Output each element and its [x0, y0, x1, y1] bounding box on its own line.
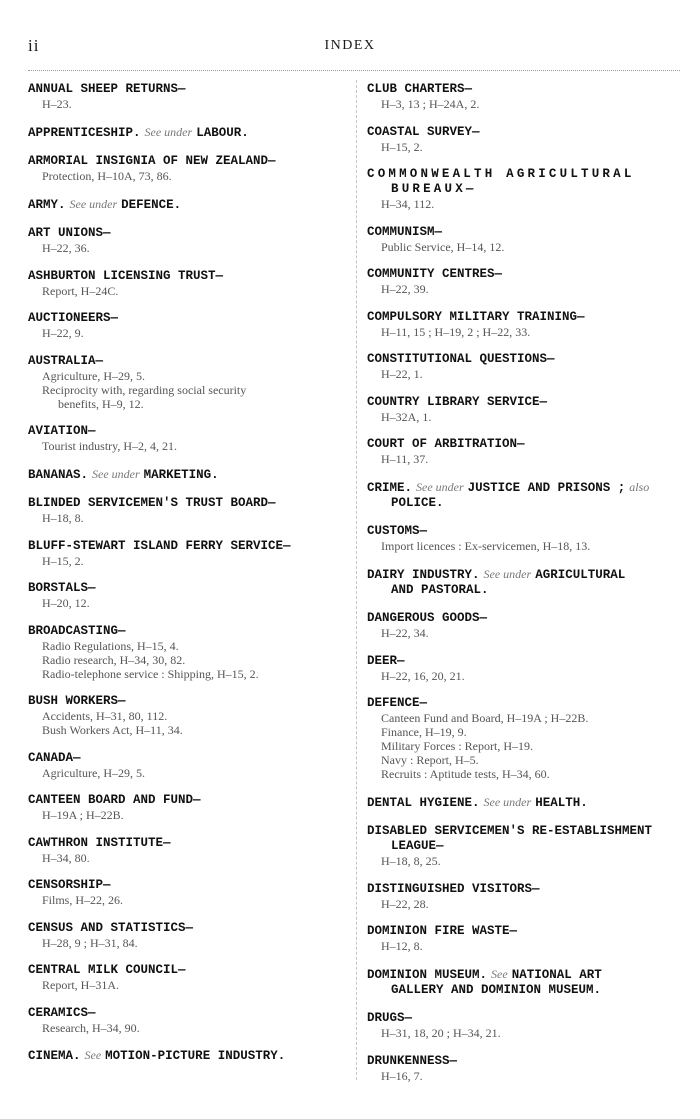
- entry-heading: [28, 354, 348, 369]
- heading-text: DENTAL HYGIENE.: [367, 795, 480, 810]
- see-reference-label: See under: [483, 566, 532, 581]
- entry-heading: [367, 1011, 681, 1026]
- index-entry: [28, 467, 348, 483]
- page-number: ii: [28, 36, 40, 55]
- index-entry: [367, 567, 681, 598]
- heading-text: BANANAS.: [28, 467, 89, 482]
- index-entry: [28, 424, 348, 453]
- see-reference-label: See under: [416, 479, 464, 494]
- index-entry: [367, 795, 681, 811]
- index-entry: [28, 269, 348, 298]
- entry-heading: [28, 793, 348, 808]
- entry-subheading: H–18, 8.: [42, 511, 84, 525]
- entry-heading: [367, 882, 681, 897]
- index-column-left: [28, 82, 348, 1078]
- entry-subheading: Research, H–34, 90.: [42, 1020, 140, 1035]
- heading-text: AVIATION—: [28, 424, 96, 438]
- entry-subheading: H–20, 12.: [42, 596, 90, 610]
- heading-text: DANGEROUS GOODS—: [367, 611, 488, 625]
- see-reference-label: See under: [144, 124, 193, 139]
- heading-continuation: AND PASTORAL.: [391, 582, 489, 597]
- entry-subheading: Canteen Fund and Board, H–19A ; H–22B.: [381, 711, 589, 725]
- index-entry: [28, 496, 348, 525]
- cross-reference: MARKETING.: [143, 467, 219, 482]
- heading-text: DRUNKENNESS—: [367, 1053, 458, 1068]
- heading-text: CANTEEN BOARD AND FUND—: [28, 793, 201, 807]
- index-entry: [28, 1006, 348, 1035]
- entry-subheading: Report, H–31A.: [42, 978, 119, 992]
- index-entry: [28, 226, 348, 255]
- heading-text: ARMORIAL INSIGNIA OF NEW ZEALAND—: [28, 154, 276, 168]
- index-entry: [367, 480, 681, 511]
- entry-heading: [367, 1054, 681, 1069]
- heading-text: ARMY.: [28, 197, 66, 212]
- heading-text: BUSH WORKERS—: [28, 694, 126, 708]
- heading-text: CINEMA.: [28, 1049, 81, 1063]
- heading-text: BORSTALS—: [28, 581, 96, 595]
- entry-subheading: H–22, 28.: [381, 896, 429, 911]
- index-entry: [367, 967, 681, 998]
- index-column-right: [367, 82, 681, 1096]
- see-also-label: also: [629, 479, 650, 494]
- cross-reference: LABOUR.: [196, 125, 249, 140]
- index-entry: [367, 611, 681, 640]
- entry-subheading: Agriculture, H–29, 5.: [42, 368, 145, 383]
- heading-text: DISABLED SERVICEMEN'S RE-ESTABLISHMENT: [367, 824, 653, 838]
- entry-heading: [367, 967, 681, 998]
- heading-text: CENSORSHIP—: [28, 878, 111, 892]
- entry-subheading: Import licences : Ex-servicemen, H–18, 13.: [381, 539, 591, 553]
- index-entry: [28, 311, 348, 340]
- entry-subheading: Public Service, H–14, 12.: [381, 239, 505, 254]
- heading-text: CLUB CHARTERS—: [367, 82, 473, 96]
- heading-text: AUSTRALIA—: [28, 353, 104, 368]
- entry-subheading: H–34, 80.: [42, 850, 90, 865]
- see-reference-label: See under: [483, 794, 532, 809]
- cross-reference: NATIONAL ART: [511, 967, 602, 982]
- entry-subheading: Report, H–24C.: [42, 283, 119, 298]
- index-entry: [28, 921, 348, 950]
- entry-subheading: H–31, 18, 20 ; H–34, 21.: [381, 1026, 501, 1040]
- index-entry: [28, 197, 348, 213]
- heading-text: COMMONWEALTH AGRICULTURAL: [367, 167, 635, 181]
- index-entry: [367, 82, 681, 111]
- entry-heading: [367, 125, 681, 140]
- entry-heading: [28, 1006, 348, 1021]
- entry-heading: [367, 924, 681, 939]
- entry-heading: [28, 1048, 348, 1064]
- entry-heading: [367, 654, 681, 669]
- entry-subheading: H–22, 36.: [42, 241, 90, 255]
- entry-heading: [28, 624, 348, 639]
- index-entry: [367, 1054, 681, 1083]
- entry-heading: [367, 524, 681, 539]
- heading-continuation: BUREAUX—: [391, 182, 477, 196]
- entry-heading: [28, 539, 348, 554]
- index-entry: [28, 581, 348, 610]
- entry-subheading: H–22, 16, 20, 21.: [381, 668, 465, 683]
- index-entry: [28, 878, 348, 907]
- heading-text: CENSUS AND STATISTICS—: [28, 920, 194, 935]
- index-entry: [28, 793, 348, 822]
- entry-subheading: H–18, 8, 25.: [381, 854, 441, 868]
- entry-subheading: Tourist industry, H–2, 4, 21.: [42, 439, 178, 453]
- entry-heading: [28, 751, 348, 766]
- index-entry: [367, 824, 681, 868]
- entry-subheading: H–16, 7.: [381, 1068, 423, 1083]
- see-reference-label: See: [491, 966, 508, 981]
- cross-reference: JUSTICE AND PRISONS ;: [467, 480, 626, 495]
- entry-heading: [28, 921, 348, 936]
- entry-heading: [28, 269, 348, 284]
- index-entry: [367, 167, 681, 211]
- header-rule: [28, 70, 680, 71]
- entry-subheading: H–11, 15 ; H–19, 2 ; H–22, 33.: [381, 324, 531, 339]
- index-entry: [367, 352, 681, 381]
- entry-heading: [367, 696, 681, 711]
- heading-text: DOMINION MUSEUM.: [367, 967, 488, 982]
- entry-heading: [367, 395, 681, 410]
- see-reference-label: See under: [69, 196, 118, 211]
- heading-text: COASTAL SURVEY—: [367, 124, 480, 139]
- index-entry: [28, 836, 348, 865]
- heading-text: CERAMICS—: [28, 1005, 96, 1020]
- entry-subheading: Films, H–22, 26.: [42, 893, 124, 907]
- entry-heading: [367, 310, 681, 325]
- entry-heading: [28, 878, 348, 893]
- index-entry: [28, 694, 348, 737]
- heading-text: BROADCASTING—: [28, 623, 126, 638]
- entry-subheading: H–15, 2.: [42, 553, 84, 568]
- entry-heading: [367, 437, 681, 452]
- entry-heading: [28, 467, 348, 483]
- entry-subheading: H–22, 9.: [42, 326, 84, 340]
- entry-subheading: Protection, H–10A, 73, 86.: [42, 169, 172, 183]
- heading-text: AUCTIONEERS—: [28, 311, 119, 325]
- index-entry: [28, 125, 348, 141]
- heading-text: CRIME.: [367, 480, 413, 495]
- heading-text: DISTINGUISHED VISITORS—: [367, 881, 540, 896]
- entry-heading: [28, 154, 348, 169]
- heading-text: BLUFF-STEWART ISLAND FERRY SERVICE—: [28, 538, 291, 553]
- entry-subheading: H–22, 1.: [381, 367, 423, 381]
- entry-subheading: H–12, 8.: [381, 939, 423, 953]
- entry-subheading: H–19A ; H–22B.: [42, 808, 124, 822]
- entry-heading: [367, 267, 681, 282]
- heading-text: DRUGS—: [367, 1011, 413, 1025]
- heading-text: COURT OF ARBITRATION—: [367, 437, 525, 451]
- heading-continuation: GALLERY AND DOMINION MUSEUM.: [391, 982, 602, 997]
- index-entry: [28, 154, 348, 183]
- heading-text: DEER—: [367, 653, 405, 668]
- entry-heading: [28, 963, 348, 978]
- entry-subheading: H–11, 37.: [381, 452, 429, 466]
- entry-subheading: Reciprocity with, regarding social security: [42, 382, 247, 397]
- cross-reference: DEFENCE.: [121, 197, 182, 212]
- heading-text: DOMINION FIRE WASTE—: [367, 924, 518, 938]
- entry-heading: [28, 197, 348, 213]
- entry-subheading: H–3, 13 ; H–24A, 2.: [381, 97, 480, 111]
- entry-heading: [28, 125, 348, 141]
- cross-reference: HEALTH.: [535, 795, 588, 810]
- entry-subheading: Recruits : Aptitude tests, H–34, 60.: [381, 767, 550, 781]
- entry-subheading: H–34, 112.: [381, 197, 435, 211]
- entry-subheading: Accidents, H–31, 80, 112.: [42, 709, 168, 723]
- entry-subheading: Finance, H–19, 9.: [381, 725, 467, 739]
- index-entry: [367, 696, 681, 781]
- heading-text: DEFENCE—: [367, 696, 428, 710]
- entry-heading: [28, 424, 348, 439]
- entry-heading: [367, 611, 681, 626]
- column-divider: [356, 80, 357, 1080]
- index-entry: [28, 963, 348, 992]
- index-entry: [28, 624, 348, 681]
- entry-heading: [367, 352, 681, 367]
- index-entry: [367, 125, 681, 154]
- heading-text: ANNUAL SHEEP RETURNS—: [28, 82, 186, 96]
- entry-subheading: Radio research, H–34, 30, 82.: [42, 652, 186, 667]
- entry-subheading: Agriculture, H–29, 5.: [42, 765, 145, 780]
- heading-text: CUSTOMS—: [367, 524, 428, 538]
- cross-reference: MOTION-PICTURE INDUSTRY.: [105, 1049, 286, 1063]
- index-entry: [367, 524, 681, 553]
- heading-text: APPRENTICESHIP.: [28, 125, 141, 140]
- index-entry: [28, 1048, 348, 1064]
- entry-heading: [28, 311, 348, 326]
- entry-subheading: Bush Workers Act, H–11, 34.: [42, 723, 183, 737]
- entry-heading: [367, 480, 681, 511]
- index-entry: [28, 354, 348, 411]
- index-entry: [367, 924, 681, 953]
- heading-text: BLINDED SERVICEMEN'S TRUST BOARD—: [28, 496, 276, 510]
- entry-heading: [367, 795, 681, 811]
- entry-subheading: H–22, 39.: [381, 282, 429, 296]
- heading-text: COMMUNISM—: [367, 224, 443, 239]
- heading-continuation: LEAGUE—: [391, 839, 444, 853]
- entry-subheading: H–15, 2.: [381, 139, 423, 154]
- index-entry: [367, 882, 681, 911]
- index-entry: [28, 82, 348, 111]
- heading-text: CANADA—: [28, 750, 81, 765]
- index-entry: [367, 654, 681, 683]
- entry-subheading: H–22, 34.: [381, 626, 429, 640]
- heading-text: CONSTITUTIONAL QUESTIONS—: [367, 352, 555, 366]
- heading-text: CAWTHRON INSTITUTE—: [28, 835, 171, 850]
- entry-heading: [28, 836, 348, 851]
- heading-text: DAIRY INDUSTRY.: [367, 567, 480, 582]
- heading-text: COMMUNITY CENTRES—: [367, 267, 503, 281]
- heading-continuation: POLICE.: [391, 495, 444, 510]
- entry-subheading: Navy : Report, H–5.: [381, 753, 479, 767]
- index-entry: [367, 437, 681, 466]
- heading-text: COUNTRY LIBRARY SERVICE—: [367, 394, 548, 409]
- entry-subheading: Radio Regulations, H–15, 4.: [42, 638, 179, 653]
- index-entry: [28, 751, 348, 780]
- entry-heading: [28, 82, 348, 97]
- entry-heading: [367, 82, 681, 97]
- see-reference-label: See under: [92, 466, 140, 481]
- index-entry: [28, 539, 348, 568]
- entry-heading: [28, 694, 348, 709]
- entry-subheading: Radio-telephone service : Shipping, H–15, 2.: [42, 666, 259, 681]
- entry-heading: [28, 581, 348, 596]
- heading-text: CENTRAL MILK COUNCIL—: [28, 963, 186, 977]
- entry-subheading: Military Forces : Report, H–19.: [381, 739, 533, 753]
- entry-heading: [367, 167, 681, 197]
- index-entry: [367, 225, 681, 254]
- cross-reference: AGRICULTURAL: [535, 567, 626, 582]
- index-entry: [367, 310, 681, 339]
- entry-heading: [367, 225, 681, 240]
- entry-heading: [28, 496, 348, 511]
- entry-subheading: benefits, H–9, 12.: [58, 396, 144, 411]
- see-reference-label: See: [84, 1048, 102, 1062]
- index-entry: [367, 395, 681, 424]
- heading-text: ART UNIONS—: [28, 226, 111, 240]
- index-entry: [367, 267, 681, 296]
- entry-heading: [28, 226, 348, 241]
- entry-heading: [367, 567, 681, 598]
- entry-subheading: H–23.: [42, 97, 72, 111]
- entry-subheading: H–28, 9 ; H–31, 84.: [42, 935, 138, 950]
- page-title: INDEX: [324, 38, 376, 53]
- entry-heading: [367, 824, 681, 854]
- heading-text: ASHBURTON LICENSING TRUST—: [28, 268, 224, 283]
- index-entry: [367, 1011, 681, 1040]
- entry-subheading: H–32A, 1.: [381, 409, 432, 424]
- heading-text: COMPULSORY MILITARY TRAINING—: [367, 309, 585, 324]
